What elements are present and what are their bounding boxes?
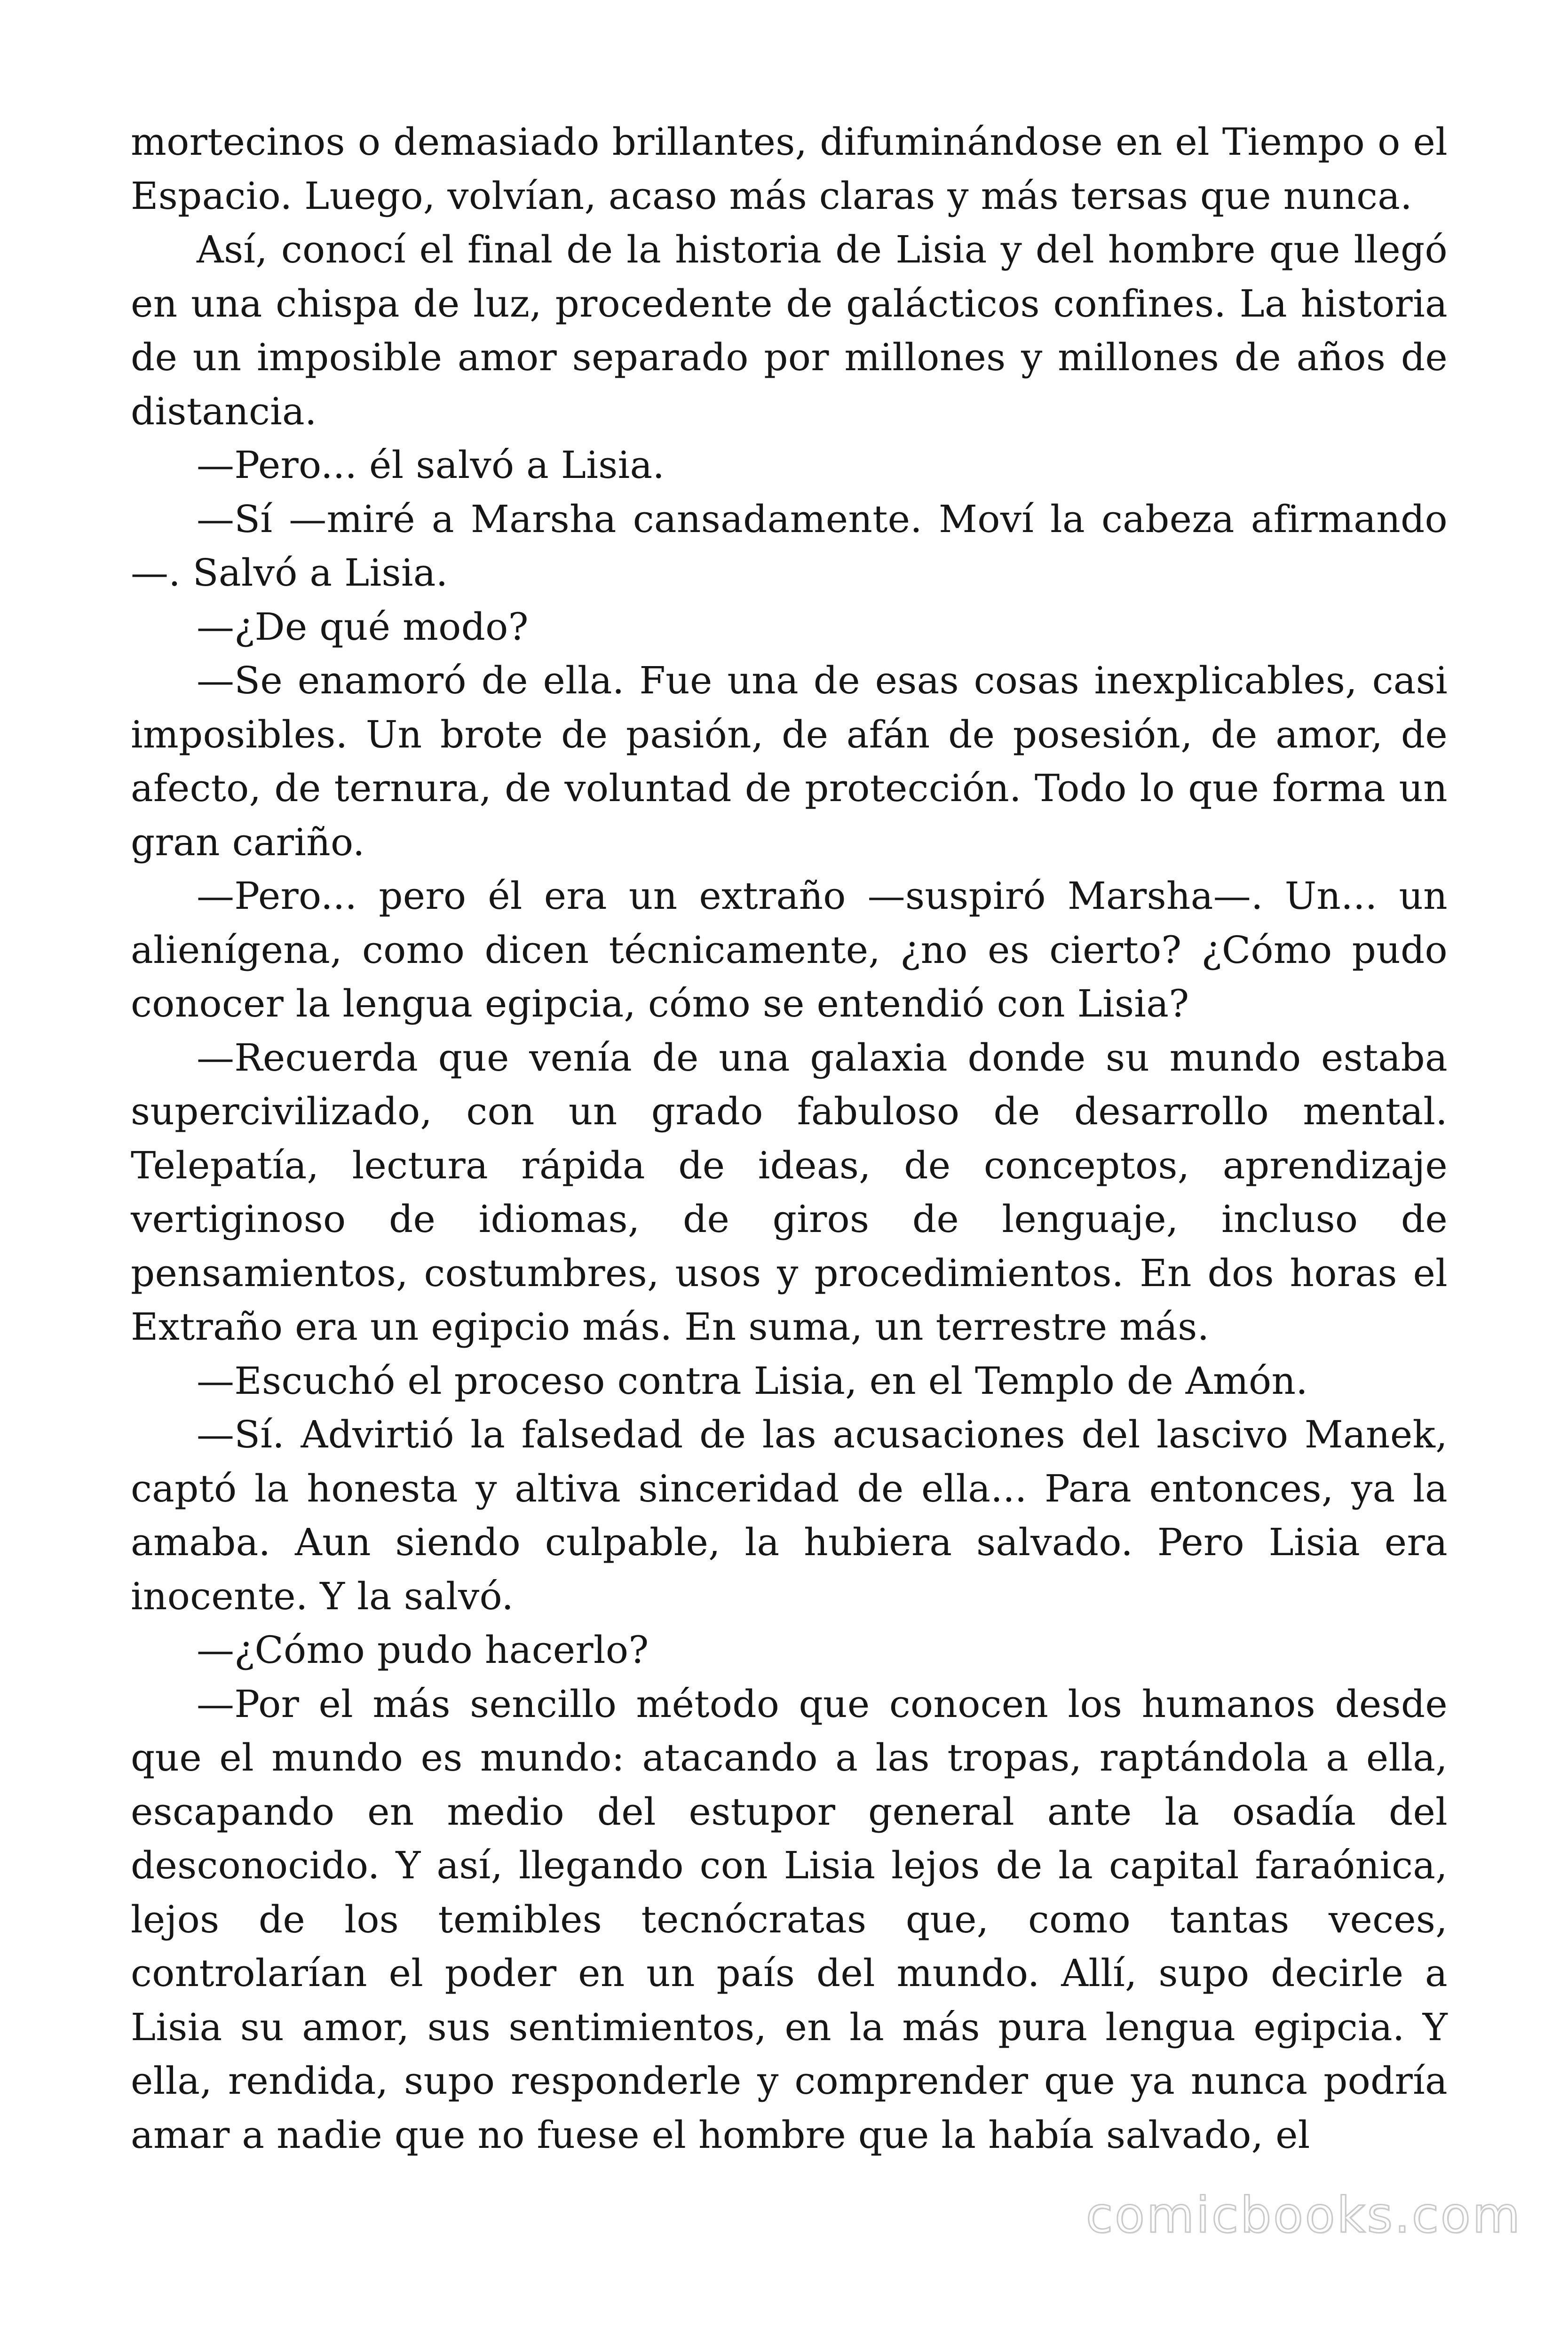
paragraph-3: —Pero... él salvó a Lisia. <box>197 443 665 487</box>
watermark: comicbooks.com <box>1085 2186 1522 2244</box>
body-text <box>131 115 1448 2162</box>
paragraph-8: —Recuerda que venía de una galaxia donde su mundo estaba supercivilizado, con un grado fabuloso de desarrollo mental. Telepatía, lectura rápida de ideas, de conceptos, aprendizaje vertiginoso de idiomas, de giros de lenguaje, incluso de pensamientos, costumbres, usos y procedimientos. En dos horas el Extraño era un egipcio más. En suma, un terrestre más. <box>131 1035 1448 1349</box>
paragraph-6: —Se enamoró de ella. Fue una de esas cosas inexplicables, casi imposibles. Un brote de pasión, de afán de posesión, de amor, de afecto, de ternura, de voluntad de protección. Todo lo que forma un gran cariño. <box>131 659 1448 864</box>
paragraph-2: Así, conocí el final de la historia de Lisia y del hombre que llegó en una chispa de luz, procedente de galácticos confines. La historia de un imposible amor separado por millones y millones de años de distancia. <box>131 228 1448 433</box>
paragraph-7: —Pero... pero él era un extraño —suspiró Marsha—. Un... un alienígena, como dicen técnicamente, ¿no es cierto? ¿Cómo pudo conocer la lengua egipcia, cómo se entendió con Lisia? <box>131 874 1448 1025</box>
paragraph-10: —Sí. Advirtió la falsedad de las acusaciones del lascivo Manek, captó la honesta y altiva sinceridad de ella... Para entonces, ya la amaba. Aun siendo culpable, la hubiera salvado. Pero Lisia era inocente. Y la salvó. <box>131 1413 1448 1618</box>
paragraph-11: —¿Cómo pudo hacerlo? <box>197 1628 649 1672</box>
paragraph-4: —Sí —miré a Marsha cansadamente. Moví la cabeza afirmando —. Salvó a Lisia. <box>131 497 1448 595</box>
paragraph-1: mortecinos o demasiado brillantes, difuminándose en el Tiempo o el Espacio. Luego, volvían, acaso más claras y más tersas que nunca. <box>131 120 1448 218</box>
paragraph-9: —Escuchó el proceso contra Lisia, en el Templo de Amón. <box>197 1359 1308 1403</box>
paragraph-5: —¿De qué modo? <box>197 604 529 649</box>
paragraph-12: —Por el más sencillo método que conocen los humanos desde que el mundo es mundo: atacando a las tropas, raptándola a ella, escapando en medio del estupor general ante la osadía del desconocido. Y así, llegando con Lisia lejos de la capital faraónica, lejos de los temibles tecnócratas que, como tantas veces, controlarían el poder en un país del mundo. Allí, supo decirle a Lisia su amor, sus sentimientos, en la más pura lengua egipcia. Y ella, rendida, supo responderle y comprender que ya nunca podría amar a nadie que no fuese el hombre que la había salvado, el <box>131 1682 1448 2157</box>
